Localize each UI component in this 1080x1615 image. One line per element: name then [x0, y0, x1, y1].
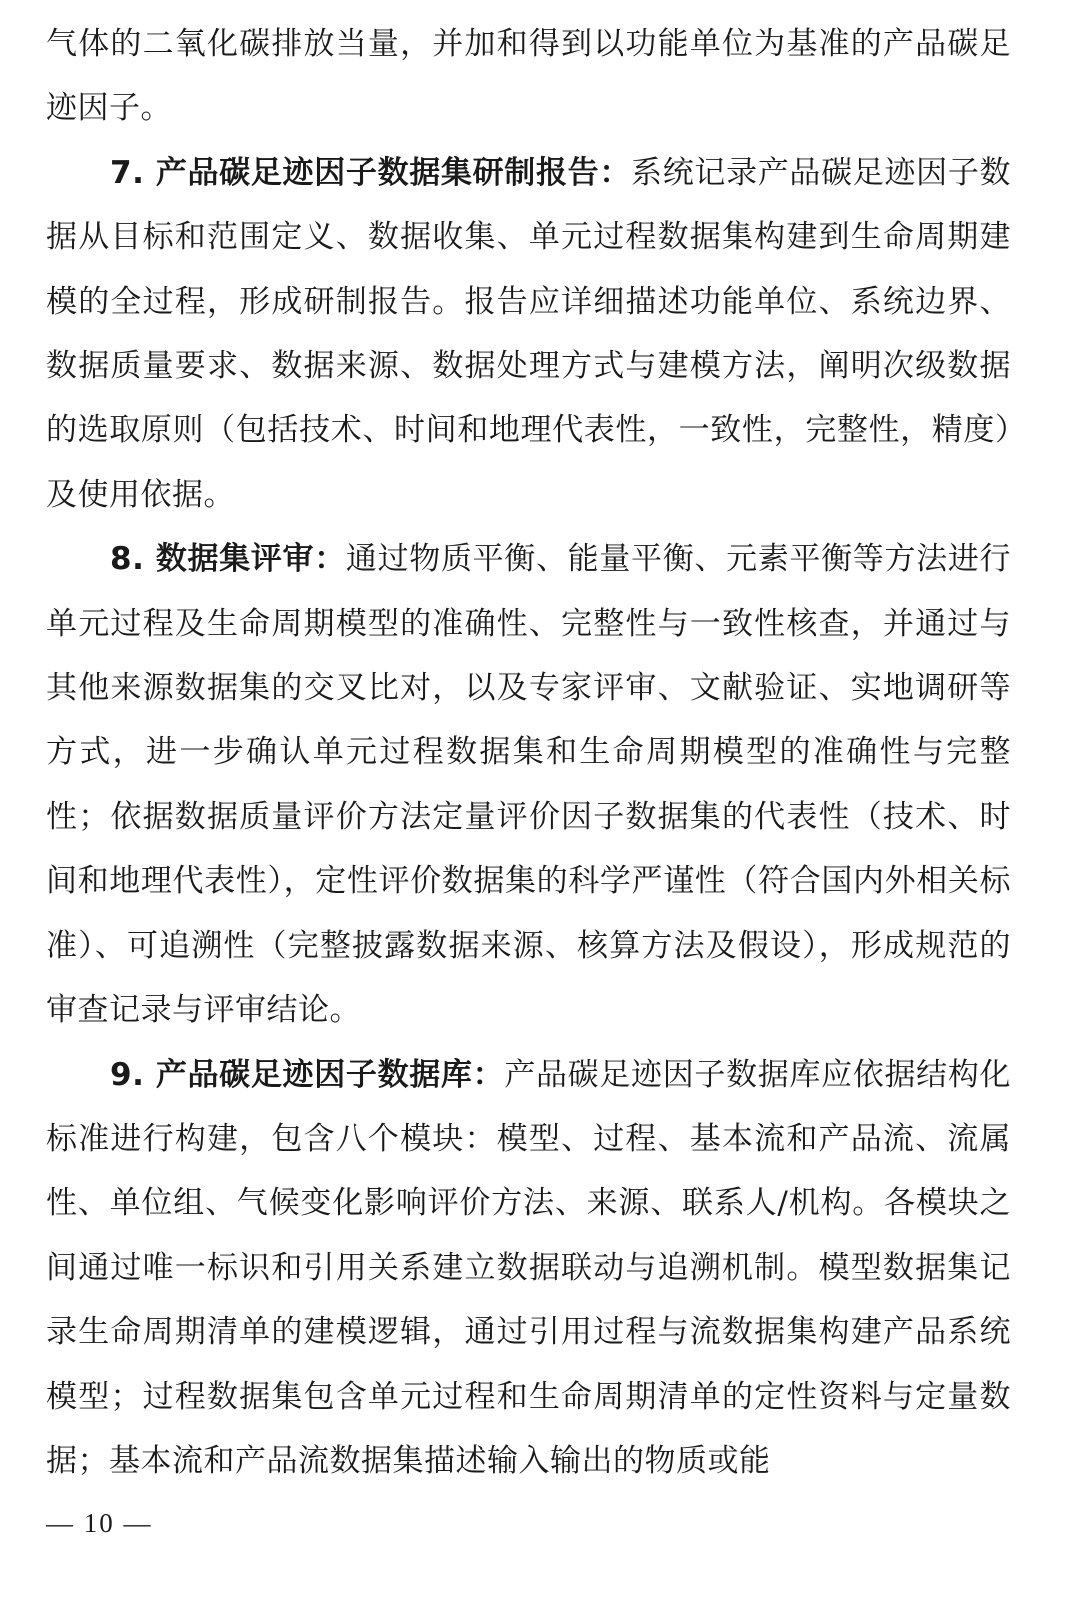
item-8-heading: 8. 数据集评审： — [110, 541, 346, 578]
paragraph-item-7 — [46, 141, 1011, 527]
item-8-text: 通过物质平衡、能量平衡、元素平衡等方法进行单元过程及生命周期模型的准确性、完整性与一致性核查，并通过与其他来源数据集的交叉比对，以及专家评审、文献验证、实地调研等方式，进一步确认单元过程数据集和生命周期模型的准确性与完整性；依据数据质量评价方法定量评价因子数据集的代表性（技术、时间和地理代表性），定性评价数据集的科学严谨性（符合国内外相关标准）、可追溯性（完整披露数据来源、核算方法及假设），形成规范的审查记录与评审结论。 — [46, 541, 1012, 1029]
paragraph-continuation — [46, 12, 1011, 141]
item-7-heading: 7. 产品碳足迹因子数据集研制报告： — [110, 154, 632, 191]
item-9-text: 产品碳足迹因子数据库应依据结构化标准进行构建，包含八个模块：模型、过程、基本流和产品流、流属性、单位组、气候变化影响评价方法、来源、联系人/机构。各模块之间通过唯一标识和引用关系建立数据联动与追溯机制。模型数据集记录生命周期清单的建模逻辑，通过引用过程与流数据集构建产品系统模型；过程数据集包含单元过程和生命周期清单的定性资料与定量数据；基本流和产品流数据集描述输入输出的物质或能 — [46, 1056, 1012, 1479]
paragraph-item-9 — [46, 1043, 1011, 1494]
item-7-text: 系统记录产品碳足迹因子数据从目标和范围定义、数据收集、单元过程数据集构建到生命周期建模的全过程，形成研制报告。报告应详细描述功能单位、系统边界、数据质量要求、数据来源、数据处理方式与建模方法，阐明次级数据的选取原则（包括技术、时间和地理代表性，一致性，完整性，精度）及使用依据。 — [46, 154, 1012, 513]
paragraph-text: 气体的二氧化碳排放当量，并加和得到以功能单位为基准的产品碳足迹因子。 — [46, 26, 1011, 127]
item-9-heading: 9. 产品碳足迹因子数据库： — [110, 1056, 505, 1093]
page-number: — 10 — — [46, 1508, 153, 1538]
document-page — [46, 12, 1011, 1493]
paragraph-item-8 — [46, 527, 1011, 1042]
